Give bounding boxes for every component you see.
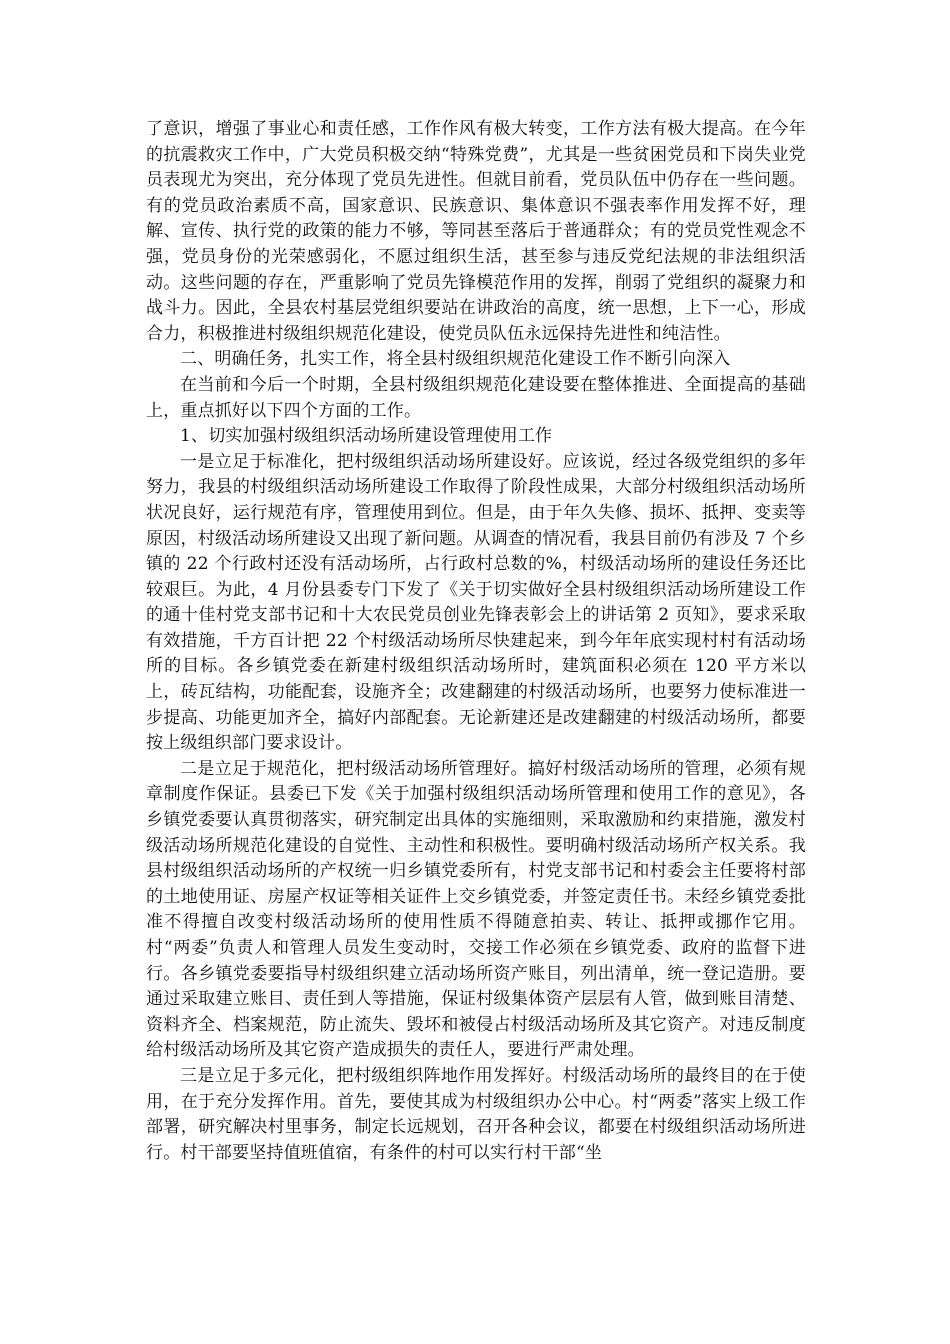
paragraph-diversification: 三是立足于多元化，把村级组织阵地作用发挥好。村级活动场所的最终目的在于使用，在于充分发挥作用。首先，要使其成为村级组织办公中心。村“两委”落实上级工作部署，研究解决村里事务，制定长远规划，召开各种会议，都要在村级组织活动场所进行。村干部要坚持值班值宿，有条件的村可以实行村干部“坐: [146, 1065, 806, 1163]
paragraph-1: 了意识，增强了事业心和责任感，工作作风有极大转变，工作方法有极大提高。在今年的抗震救灾工作中，广大党员积极交纳“特殊党费”，尤其是一些贫困党员和下岗失业党员表现尤为突出，充分体现了党员先进性。但就目前看，党员队伍中仍存在一些问题。有的党员政治素质不高，国家意识、民族意识、集体意识不强表率作用发挥不好，理解、宣传、执行党的政策的能力不够，等同甚至落后于普通群众；有的党员党性观念不强，党员身份的光荣感弱化，不愿过组织生活，甚至参与违反党纪法规的非法组织活动。这些问题的存在，严重影响了党员先锋模范作用的发挥，削弱了党组织的凝聚力和战斗力。因此，全县农村基层党组织要站在讲政治的高度，统一思想，上下一心，形成合力，积极推进村级组织规范化建设，使党员队伍永远保持先进性和纯洁性。: [146, 119, 806, 344]
paragraph-standardization: 一是立足于标准化，把村级组织活动场所建设好。应该说，经过各级党组织的多年努力，我县的村级组织活动场所建设工作取得了阶段性成果，大部分村级组织活动场所状况良好，运行规范有序，管理使用到位。但是，由于年久失修、损坏、抵押、变卖等原因，村级活动场所建设又出现了新问题。从调查的情况看，我县目前仍有涉及 7 个乡镇的 22 个行政村还没有活动场所，占行政村总数的%，村级活动场所的建设任务还比较艰巨。为此，4 月份县委专门下发了《关于切实做好全县村级组织活动场所建设工作的通十佳村党支部书记和十大农民党员创业先锋表彰会上的讲话第 2 页知》，要求采取有效措施，千方百计把 22 个村级活动场所尽快建起来，到今年年底实现村村有活动场所的目标。各乡镇党委在新建村级组织活动场所时，建筑面积必须在 120 平方米以上，砖瓦结构，功能配套，设施齐全；改建翻建的村级活动场所，也要努力使标准进一步提高、功能更加齐全，搞好内部配套。无论新建还是改建翻建的村级活动场所，都要按上级组织部门要求设计。: [146, 451, 806, 754]
paragraph-3: 在当前和今后一个时期，全县村级组织规范化建设要在整体推进、全面提高的基础上，重点抓好以下四个方面的工作。: [146, 374, 806, 421]
document-page: [146, 117, 806, 1166]
paragraph-regulation: 二是立足于规范化，把村级活动场所管理好。搞好村级活动场所的管理，必须有规章制度作保证。县委已下发《关于加强村级组织活动场所管理和使用工作的意见》，各乡镇党委要认真贯彻落实，研究制定出具体的实施细则，采取激励和约束措施，激发村级活动场所规范化建设的自觉性、主动性和积极性。要明确村级活动场所产权关系。我县村级组织活动场所的产权统一归乡镇党委所有，村党支部书记和村委会主任要将村部的土地使用证、房屋产权证等相关证件上交乡镇党委，并签定责任书。未经乡镇党委批准不得擅自改变村级活动场所的使用性质不得随意拍卖、转让、抵押或挪作它用。村“两委”负责人和管理人员发生变动时，交接工作必须在乡镇党委、政府的监督下进行。各乡镇党委要指导村级组织建立活动场所资产账目，列出清单，统一登记造册。要通过采取建立账目、责任到人等措施，保证村级集体资产层层有人管，做到账目清楚、资料齐全、档案规范，防止流失、毁坏和被侵占村级活动场所及其它资产。对违反制度给村级活动场所及其它资产造成损失的责任人，要进行严肃处理。: [146, 758, 806, 1061]
section-heading-2: 二、明确任务，扎实工作，将全县村级组织规范化建设工作不断引向深入: [180, 349, 731, 370]
subsection-heading-1: 1、切实加强村级组织活动场所建设管理使用工作: [180, 426, 553, 447]
